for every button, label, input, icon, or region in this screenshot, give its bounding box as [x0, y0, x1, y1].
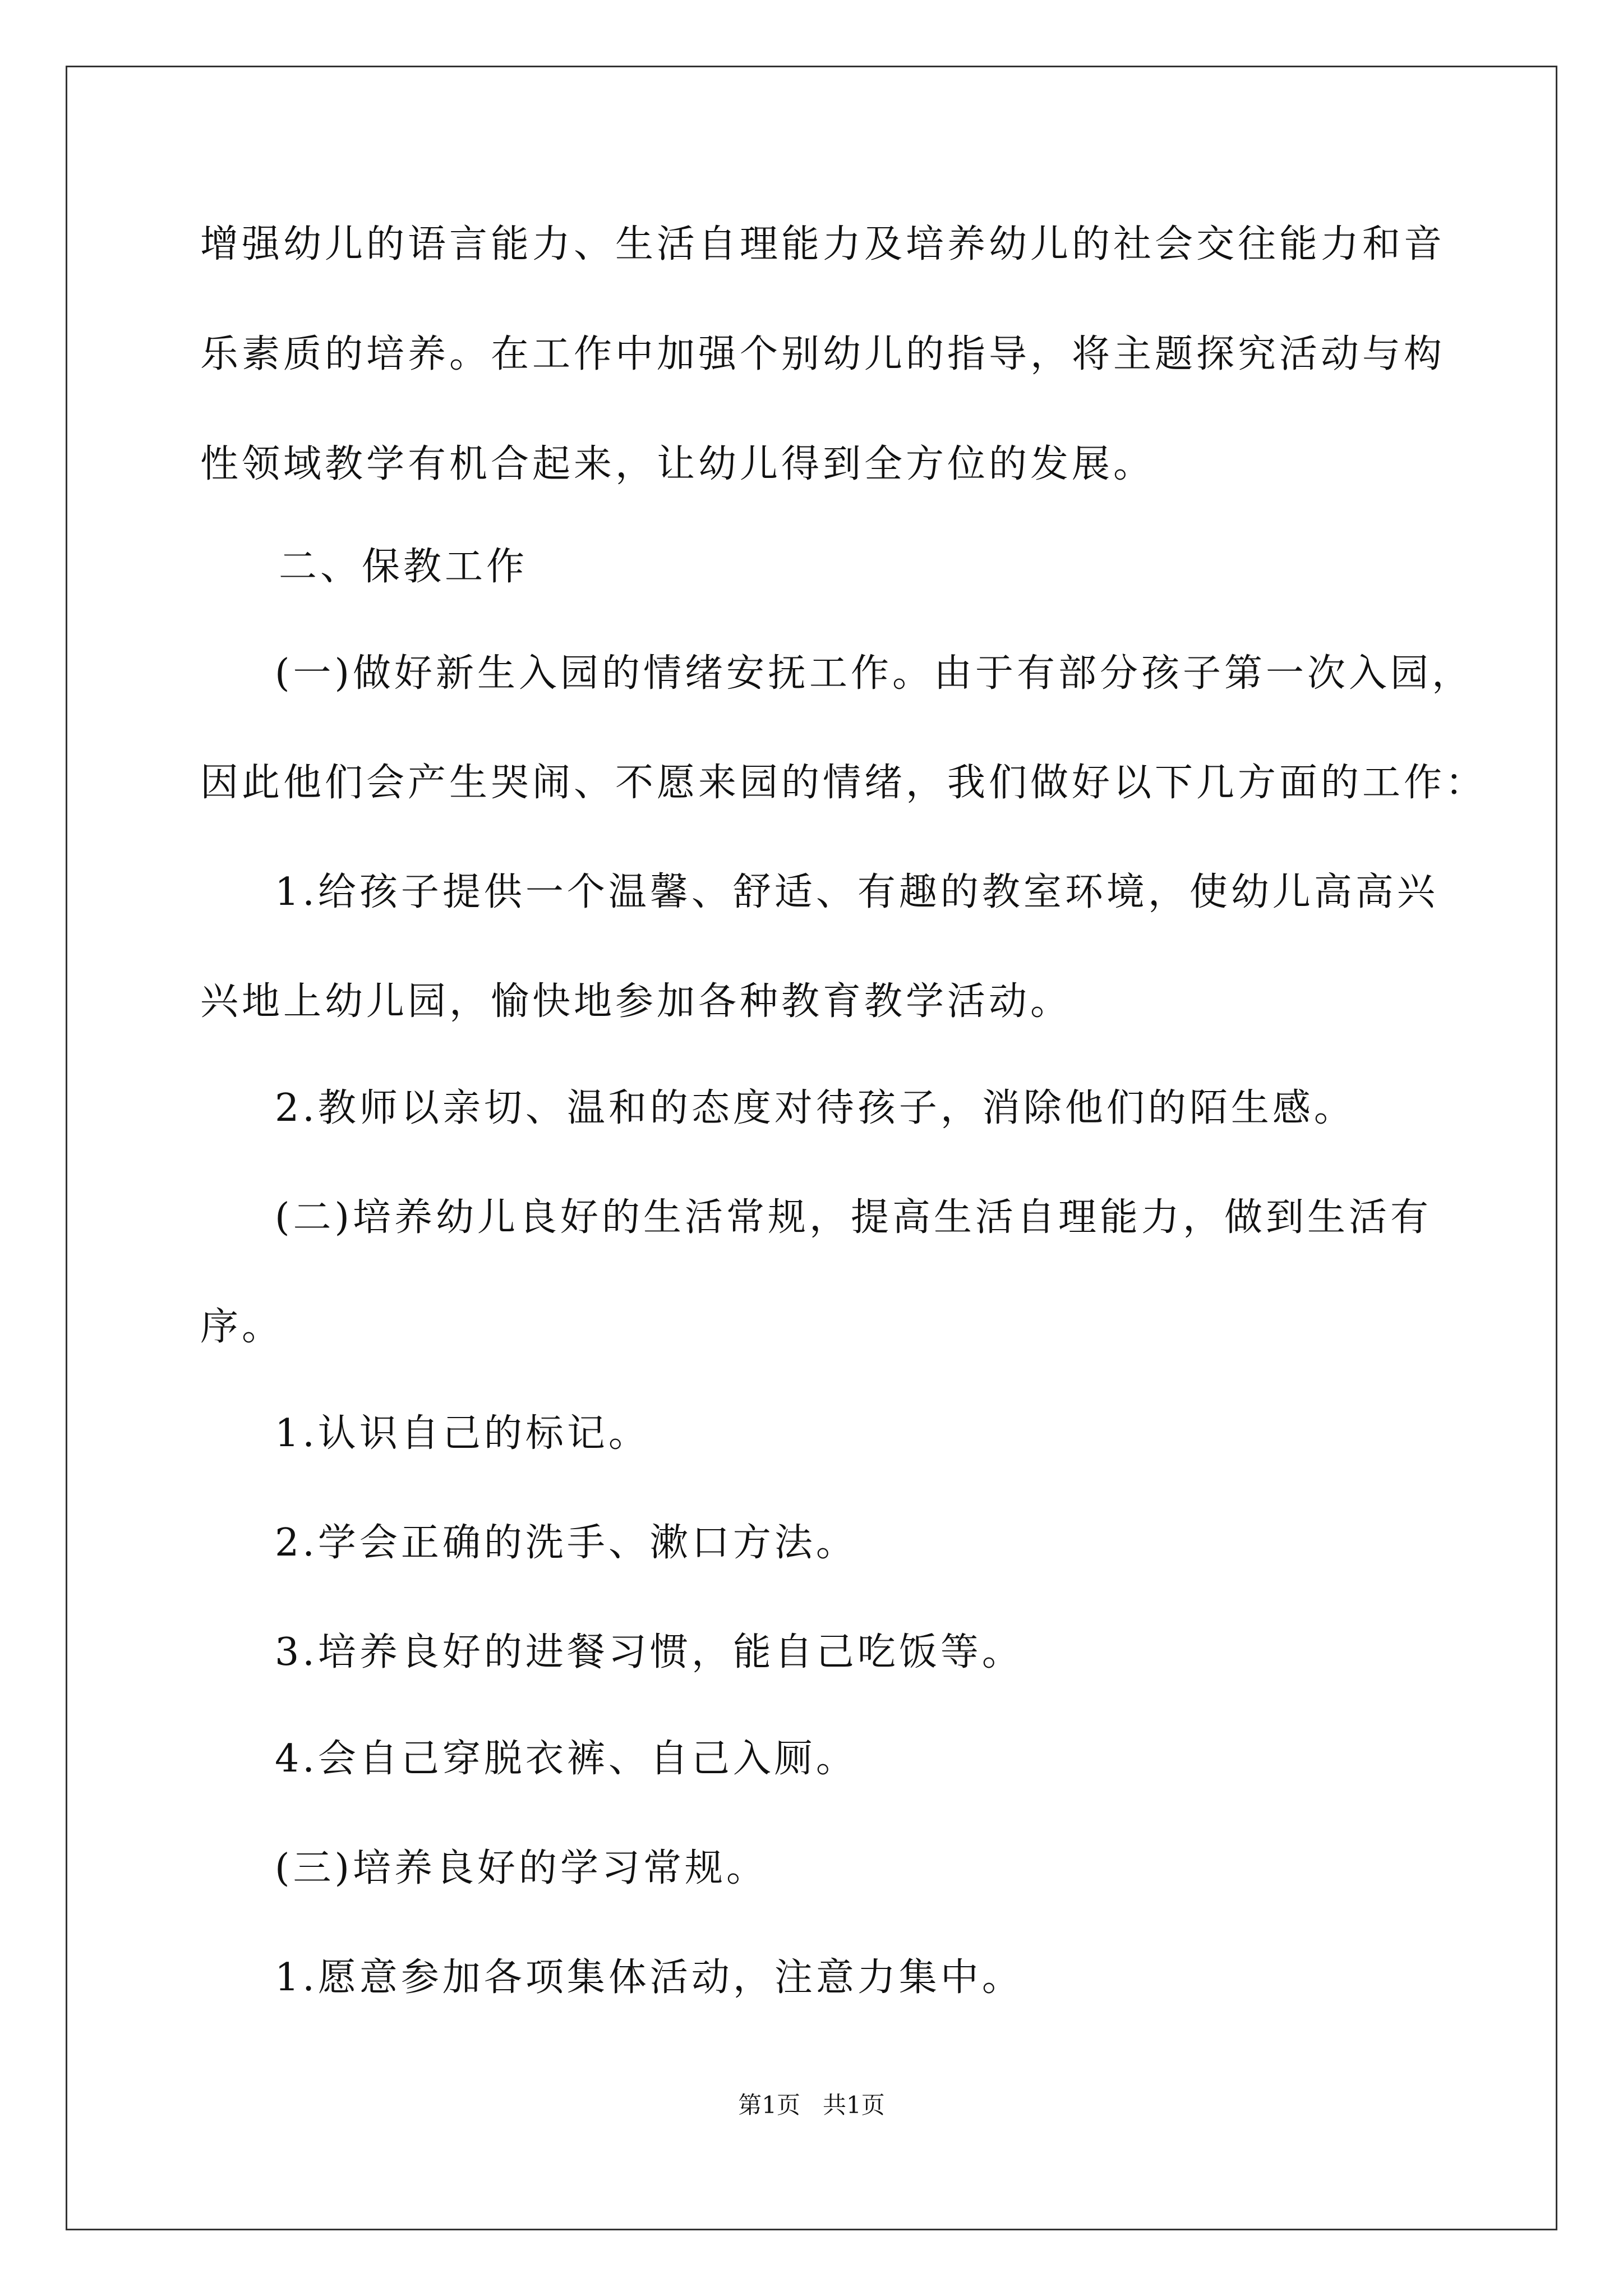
body-text-line: 1.给孩子提供一个温馨、舒适、有趣的教室环境，使幼儿高高兴 — [275, 870, 1438, 914]
body-text-line: 1.认识自己的标记。 — [275, 1411, 650, 1456]
body-text-line: 1.愿意参加各项集体活动，注意力集中。 — [275, 1955, 1023, 2000]
body-text-line: 兴地上幼儿园，愉快地参加各种教育教学活动。 — [200, 979, 1072, 1024]
body-text-line: 2.学会正确的洗手、漱口方法。 — [275, 1521, 857, 1565]
body-text-line: (二)培养幼儿良好的生活常规，提高生活自理能力，做到生活有 — [275, 1195, 1432, 1240]
body-text-line: 序。 — [200, 1305, 284, 1349]
body-text-line: (三)培养良好的学习常规。 — [275, 1846, 768, 1890]
page-border — [66, 66, 1557, 2230]
body-text-line: 2.教师以亲切、温和的态度对待孩子，消除他们的陌生感。 — [275, 1086, 1355, 1130]
section-heading: 二、保教工作 — [279, 545, 528, 589]
body-text-line: 增强幼儿的语言能力、生活自理能力及培养幼儿的社会交往能力和音 — [200, 222, 1446, 266]
body-text-line: 性领域教学有机合起来，让幼儿得到全方位的发展。 — [200, 442, 1155, 486]
body-text-line: 4.会自己穿脱衣裤、自己入厕。 — [275, 1737, 857, 1781]
page-number-footer: 第1页 共1页 — [738, 2091, 885, 2119]
body-text-line: 3.培养良好的进餐习惯，能自己吃饭等。 — [275, 1630, 1023, 1674]
body-text-line: 乐素质的培养。在工作中加强个别幼儿的指导，将主题探究活动与构 — [200, 332, 1446, 376]
body-text-line: 因此他们会产生哭闹、不愿来园的情绪，我们做好以下几方面的工作： — [200, 761, 1487, 805]
body-text-line: (一)做好新生入园的情绪安抚工作。由于有部分孩子第一次入园， — [275, 651, 1474, 696]
